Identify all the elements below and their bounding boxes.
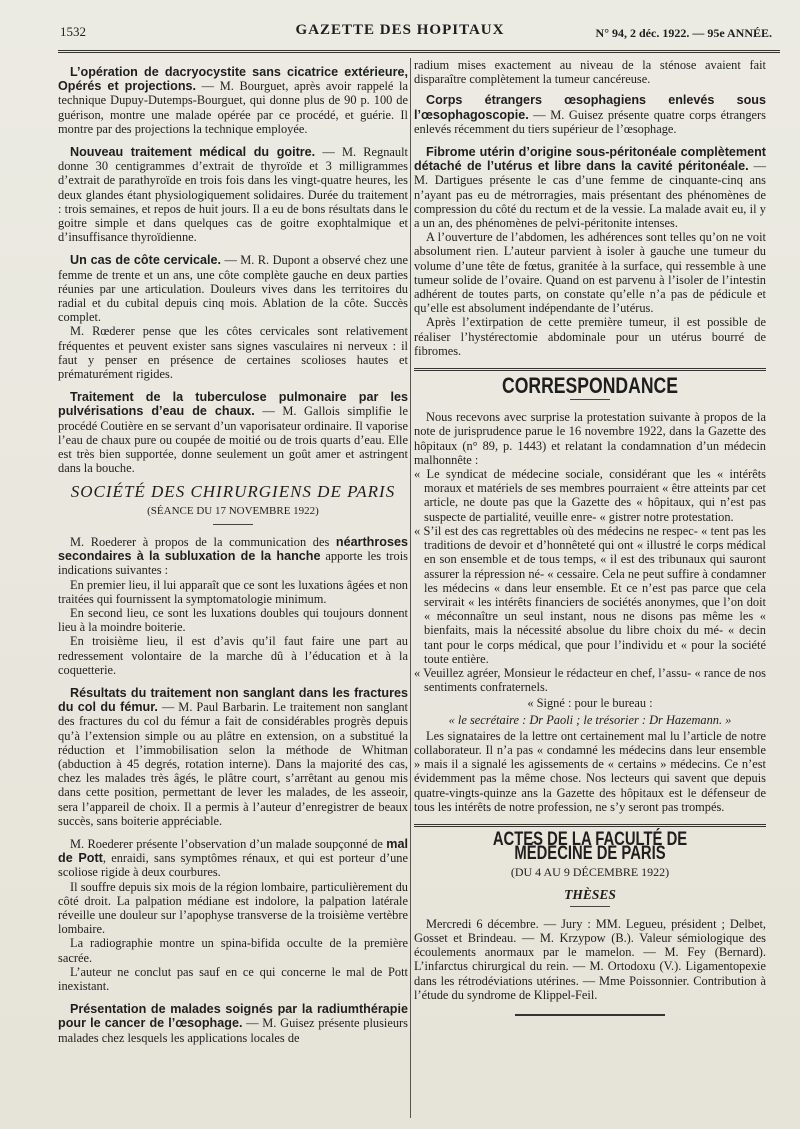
article-heading: Un cas de côte cervicale.	[70, 253, 222, 268]
letter-signature: « Signé : pour le bureau :	[527, 696, 653, 711]
correspondance-title: CORRESPONDANCE	[501, 373, 679, 399]
left-column	[58, 58, 408, 1054]
column-divider	[410, 58, 411, 1118]
letter-signatories: « le secrétaire : Dr Paoli ; le trésorier : Dr Hazemann. »	[448, 712, 732, 727]
article-heading: Présentation de malades soignés par la radiumthérapie pour le cancer de l’œsophage.	[58, 1002, 408, 1031]
article-paragraph: Il souffre depuis six mois de la région lombaire, particulièrement du côté droit. La palpation médiane est indolore, la palpation latérale réveille une douleur sur l’apophyse transverse de la troisième vertèbre lombaire.	[58, 879, 408, 937]
article-cote-cervicale	[58, 253, 408, 381]
section-rule	[414, 368, 766, 371]
article-heading: L’opération de dacryocystite sans cicatrice extérieure, Opérés et projections.	[58, 65, 408, 94]
faculty-acts-title: ACTES DE LA FACULTÉ DE MÉDECINE DE PARIS	[492, 828, 688, 865]
page-header	[0, 0, 800, 56]
article-intro: M. Roederer à propos de la communication des	[70, 534, 336, 549]
article-body: — M. R. Dupont a observé chez une femme de trente et un ans, une côte complète gauche en deux parties réunies par une articulation. Douleurs vives dans les territoires du radial et du cubital depuis cinq mois. Ablation de la côte. Succès complet.	[58, 253, 408, 325]
article-radiumtherapie	[58, 1002, 408, 1045]
article-heading: Traitement de la tuberculose pulmonaire par les pulvérisations d’eau de chaux.	[58, 390, 408, 419]
issue-info: N° 94, 2 déc. 1922. — 95e ANNÉE.	[595, 26, 772, 40]
article-paragraph: L’auteur ne conclut pas sauf en ce qui concerne le mal de Pott inexistant.	[58, 964, 408, 993]
article-body: — M. Guisez présente plusieurs malades chez lesquels les applications locales de	[58, 1016, 408, 1045]
article-paragraph: Après l’extirpation de cette première tumeur, il est possible de réaliser l’hystérectomie abdominale pour un utérus bourré de fibromes.	[414, 315, 766, 358]
article-body: — M. Paul Barbarin. Le traitement non sanglant des fractures du col du fémur a fait de considérables progrès depuis qu’à l’extension simple ou au plâtre en extension, on a substitué la réduction et l’immobilisation selon la méthode de Whitman (abduction à 45 degrés, rotation interne). Dans la majorité des cas, chez les malades très âgés, le plâtre court, s’arrêtant au genou mis dans cette position, permettant de lever les malades, de les asseoir, sera l’appareil de choix. Il a permis à l’auteur d’enregistrer de beaux succès, sans boiterie appréciable.	[58, 700, 408, 828]
article-heading: néarthroses secondaires à la subluxation de la hanche	[58, 534, 408, 564]
short-rule	[570, 399, 610, 400]
article-mal-de-pott	[58, 837, 408, 993]
article-heading: Fibrome utérin d’origine sous-péritonéale complètement détaché de l’utérus et libre dans la cavité péritonéale.	[414, 145, 766, 174]
theses-heading: THÈSES	[564, 886, 616, 902]
article-body: , enraidi, sans symptômes rénaux, et qui est porteur d’une scoliose rigide à deux courbures.	[58, 851, 408, 880]
article-paragraph: La radiographie montre un spina-bifida occulte de la première sacrée.	[58, 936, 408, 965]
article-heading: Résultats du traitement non sanglant dans les fractures du col du fémur.	[58, 685, 408, 715]
article-body: apporte les trois indications suivantes :	[58, 549, 408, 578]
article-tuberculose	[58, 390, 408, 475]
journal-title: GAZETTE DES HOPITAUX	[295, 22, 505, 38]
article-body: — M. Gallois simplifie le procédé Coutière en se servant d’un vaporisateur ordinaire. Il vaporise l’eau de chaux pure ou coupée de moitié ou de trois quarts d’eau. Elle est très bien supportée, donne seulement un goût amer et astringent dans la bouche.	[58, 404, 408, 476]
article-paragraph: M. Rœderer pense que les côtes cervicales sont relativement fréquentes et peuvent exister sans signes vasculaires ni nerveux : il faut y penser en présence de certaines scolioses hautes et prématurément rigides.	[58, 324, 408, 382]
article-body: — M. Dartigues présente le cas d’une femme de cinquante-cinq ans n’ayant pas eu de métrorragies, mais présentant des phénomènes de compression du côté du rectum et de la vessie. La malade avait eu, il y a un an, des phénomènes de pelvi-péritonite intenses.	[414, 159, 766, 231]
letter-paragraph: « S’il est des cas regrettables où des médecins ne respec- « tent pas les traditions de devoir et d’honnêteté qui ont « illustré le corps médical en son ensemble et de tous temps, « il est des tribunaux qui sauront assurer la répression né- « cessaire. Cela ne peut suffire à condamner les médecins « dans leur ensemble. Et ce n’est pas parce que cela servirait « les intérêts financiers de sociétés anonymes, que l’on doit « méconnaître un seul instant, nous ne disons pas même les « bienfaits, mais la nécessité absolue du libre choix du mé- « decin tant pour le corps médical, que pour l’individu et « pour la société toute entière.	[414, 523, 766, 666]
section-rule	[414, 824, 766, 827]
editor-response: Les signataires de la lettre ont certainement mal lu l’article de notre collaborateur. Il n’a pas « condamné les médecins dans leur ensemble » mais il a signalé les agissements de « certains » médecins. Ce n’est évidemment pas la même chose. Nos lecteurs qui savent que depuis quatre-vingts-quinze ans la Gazette des hôpitaux est le défenseur de tous les intérêts de notre profession, ne s’y seront pas trompés.	[414, 728, 766, 814]
article-body: — M. Regnault donne 30 centigrammes d’extrait de thyroïde et 3 milligrammes d’extrait de parathyroïde en trois fois dans les vingt-quatre heures, les deux glandes étant physiologiquement solidaires. Durée du traitement : trois semaines, et repos de huit jours. Il a eu de bons résultats dans le goitre simple et dans quelques cas de goitre exophtalmique et d’insuffisance thyroïdienne.	[58, 145, 408, 245]
article-body: — M. Bourguet, après avoir rappelé la technique Dupuy-Dutemps-Bourguet, qui donne plus de 90 p. 100 de guérison, montre une malade opérée par ce procédé, et guérie. Il montre par des projections la technique employée.	[58, 79, 408, 136]
correspondance-intro: Nous recevons avec surprise la protestation suivante à propos de la note de jurisprudence parue le 16 novembre 1922, dans la Gazette des hôpitaux (n° 89, p. 1443) et relatant la condamnation d’un médecin malhonnête :	[414, 410, 766, 467]
article-heading: mal de Pott	[58, 836, 408, 866]
article-goitre	[58, 145, 408, 244]
article-dacryocystite	[58, 65, 408, 136]
theses-listing: Mercredi 6 décembre. — Jury : MM. Legueu, président ; Delbet, Gosset et Brindeau. — M. Krzypow (B.). Valeur sémiologique des écoulements anormaux par le mamelon. — M. Fey (Bernard). L’infarctus chirurgical du rein. — M. Ortodoxu (V.). Ligamentopexie dans les rétrodéviations utérines. — Mme Poissonnier. Contribution à l’étude du syndrome de Klippel-Feil.	[414, 916, 766, 1002]
short-rule	[213, 524, 253, 525]
article-intro: M. Roederer présente l’observation d’un malade soupçonné de	[70, 836, 387, 851]
article-paragraph: A l’ouverture de l’abdomen, les adhérences sont telles qu’on ne voit absolument rien. L’auteur parvient à isoler à gauche une tumeur du volume d’une tête de fœtus, granitée à la surface, qui ressemble à une tumeur solide de l’ovaire. Quand on est parvenu à l’isoler de l’intestin adhérent de toutes parts, on constate qu’elle n’a pas de pédicule et qu’elle est absolument indépendante de l’utérus.	[414, 230, 766, 316]
session-date: (SÉANCE DU 17 NOVEMBRE 1922)	[147, 504, 319, 517]
article-fibrome	[414, 145, 766, 358]
article-fractures	[58, 686, 408, 828]
article-paragraph: En second lieu, ce sont les luxations doubles qui toujours donnent lieu à la moindre boiterie.	[58, 605, 408, 635]
article-corps-etrangers	[414, 93, 766, 136]
end-rule	[515, 1014, 665, 1016]
letter-paragraph: « Le syndicat de médecine sociale, considérant que les « intérêts moraux et matériels de ses membres pourraient « être atteints par cet article, ne doute pas que la Gazette des « hôpitaux, qui n’est pas suspecte de partialité, veuille enre- « gistrer notre protestation.	[414, 467, 766, 524]
section-title: SOCIÉTÉ DES CHIRURGIENS DE PARIS	[70, 482, 396, 502]
short-rule	[570, 906, 610, 907]
header-rule	[58, 50, 780, 53]
letter-paragraph: « Veuillez agréer, Monsieur le rédacteur en chef, l’assu- « rance de nos sentiments confraternels.	[414, 665, 766, 695]
article-nearthroses	[58, 535, 408, 677]
article-body: — M. Guisez présente quatre corps étrangers enlevés récemment du tiers supérieur de l’œsophage.	[414, 107, 766, 136]
article-heading: Corps étrangers œsophagiens enlevés sous l’œsophagoscopie.	[414, 93, 766, 122]
article-continuation: radium mises exactement au niveau de la sténose avaient fait disparaître complètement la tumeur cancéreuse.	[414, 58, 766, 87]
correspondance-section	[414, 410, 766, 814]
article-paragraph: En premier lieu, il lui apparaît que ce sont les luxations âgées et non traitées qui fournissent la symptomatologie minimum.	[58, 577, 408, 606]
page-number: 1532	[60, 24, 86, 39]
faculty-acts-dates: (DU 4 AU 9 DÉCEMBRE 1922)	[510, 865, 670, 880]
article-heading: Nouveau traitement médical du goitre.	[70, 145, 316, 160]
right-column	[414, 58, 766, 1016]
article-paragraph: En troisième lieu, il est d’avis qu’il faut faire une part au redressement volontaire de la marche dû à l’éducation et à la coquetterie.	[58, 634, 408, 677]
